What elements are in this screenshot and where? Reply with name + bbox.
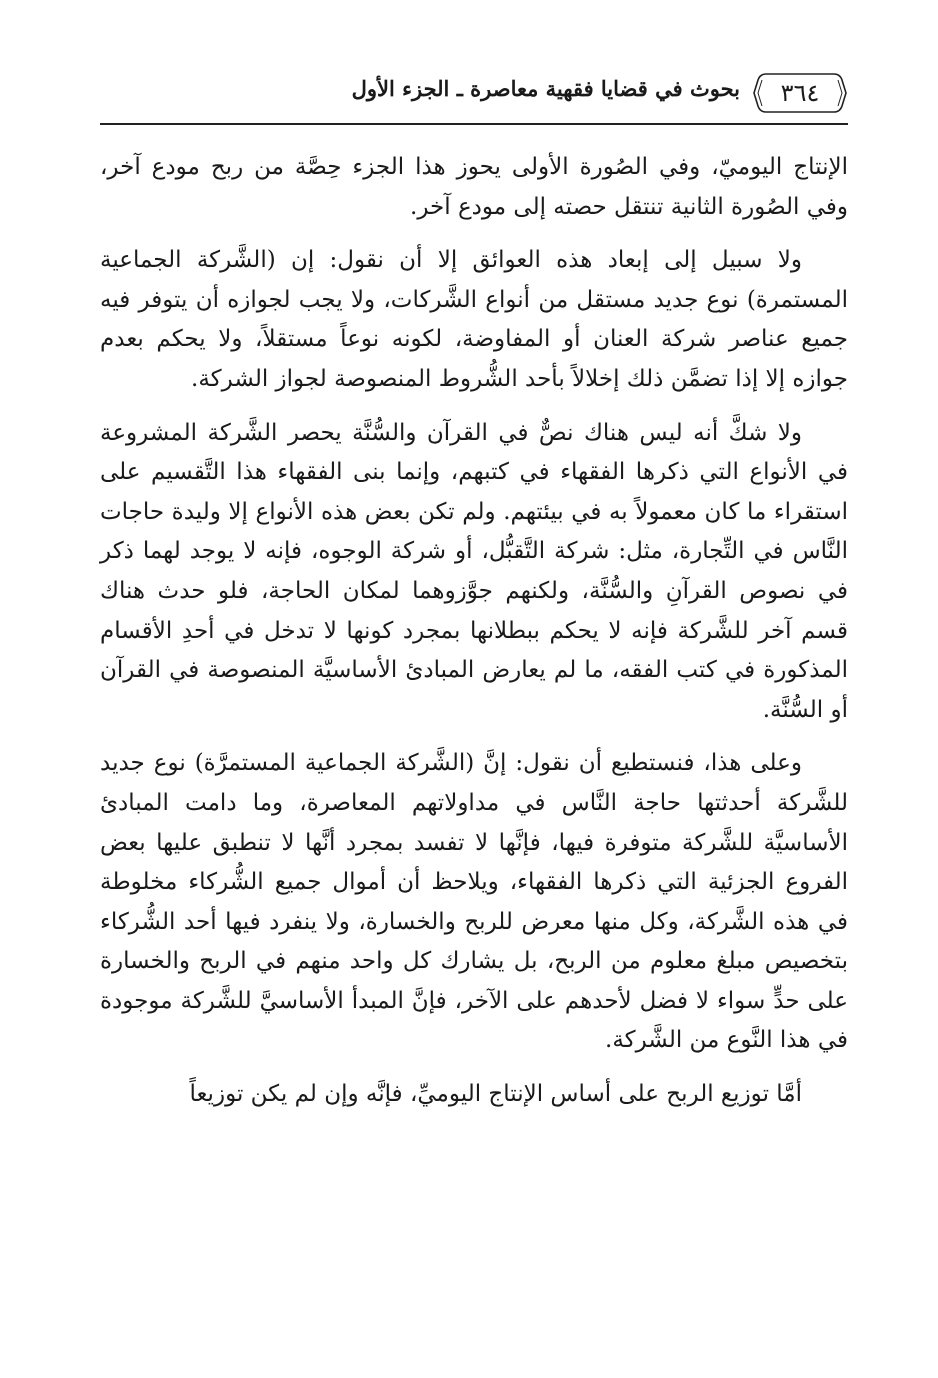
running-title: بحوث في قضايا فقهية معاصرة ـ الجزء الأول (351, 76, 740, 101)
paragraph: أمَّا توزيع الربح على أساس الإنتاج اليوميِّ، فإنَّه وإن لم يكن توزيعاً (189, 1081, 802, 1108)
main-text (100, 148, 848, 1129)
paragraph: وعلى هذا، فنستطيع أن نقول: إنَّ (الشَّركة الجماعية المستمرَّة) نوع جديد للشَّركة أحدثتها حاجة النَّاس في مداولاتهم المعاصرة، وما دامت المبادئ الأساسيَّة للشَّركة متوفرة فيها، فإنَّها لا تفسد بمجرد أنَّها لا تنطبق عليها بعض الفروع الجزئية التي ذكرها الفقهاء، ويلاحظ أن أموال جميع الشُّركاء مخلوطة في هذه الشَّركة، وكل منها معرض للربح والخسارة، ولا ينفرد فيها أحد الشُّركاء بتخصيص مبلغ معلوم من الربح، بل يشارك كل واحد منهم في الربح والخسارة على حدٍّ سواء لا فضل لأحدهم على الآخر، فإنَّ المبدأ الأساسيَّ للشَّركة موجودة في هذا النَّوع من الشَّركة. (100, 750, 848, 1054)
page-header (100, 70, 848, 126)
header-divider (100, 123, 848, 125)
page-number: ٣٦٤ (780, 79, 820, 107)
paragraph: ولا شكَّ أنه ليس هناك نصٌّ في القرآن والسُّنَّة يحصر الشَّركة المشروعة في الأنواع التي ذكرها الفقهاء في كتبهم، وإنما بنى الفقهاء هذا التَّقسيم على استقراء ما كان معمولاً به في بيئتهم. ولم تكن بعض هذه الأنواع إلا وليدة حاجات النَّاس في التِّجارة، مثل: شركة التَّقبُّل، أو شركة الوجوه، فإنه لا يوجد لهما ذكر في نصوص القرآنِ والسُّنَّة، ولكنهم جوَّزوهما لمكان الحاجة، فلو حدث هناك قسم آخر للشَّركة فإنه لا يحكم ببطلانها بمجرد كونها لا تدخل في أحدِ الأقسام المذكورة في كتب الفقه، ما لم يعارض المبادئ الأساسيَّة المنصوصة في القرآن أو السُّنَّة. (100, 419, 848, 723)
paragraph: الإنتاج اليوميّ، وفي الصُورة الأولى يحوز هذا الجزء حِصَّة من ربح مودع آخر، وفي الصُورة الثانية تنتقل حصته إلى مودع آخر. (100, 154, 848, 220)
page-number-frame (752, 72, 848, 114)
paragraph: ولا سبيل إلى إبعاد هذه العوائق إلا أن نقول: إن (الشَّركة الجماعية المستمرة) نوع جديد مستقل من أنواع الشَّركات، ولا يجب لجوازه أن يتوفر فيه جميع عناصر شركة العنان أو المفاوضة، لكونه نوعاً مستقلاً، ولا يحكم بعدم جوازه إلا إذا تضمَّن ذلك إخلالاً بأحد الشُّروط المنصوصة لجواز الشركة. (100, 247, 848, 392)
